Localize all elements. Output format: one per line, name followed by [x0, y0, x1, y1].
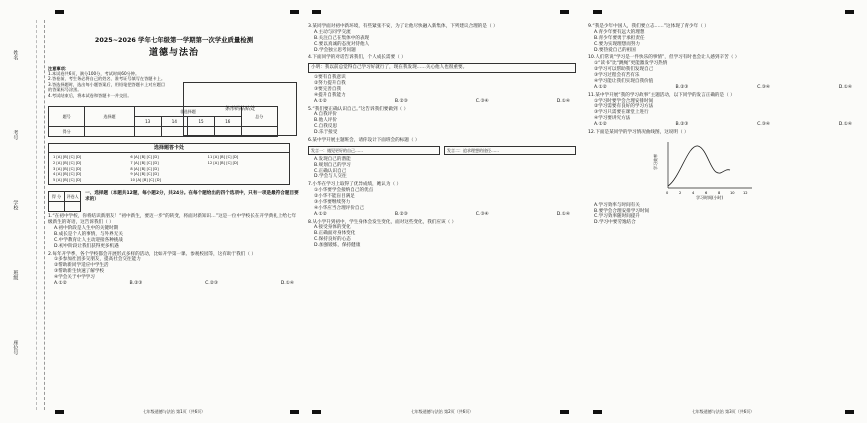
statement: ①小华要学会接纳自己的优点 [314, 188, 374, 194]
answer-bubble-row[interactable]: 12 [A] [B] [C] [D] [207, 160, 239, 165]
question-6: 6.某中学开展主题班会，请你设计下面班会的标题（ ） [308, 137, 420, 143]
question-4: 4.下面同学的对话告诉我们，个人成长需要（ ） [308, 55, 406, 61]
statement: ③要完善自我 [314, 86, 342, 92]
choice-row [308, 212, 576, 218]
cut-line [36, 20, 37, 410]
speech-box: 发言一：遇见更好的自己…… [308, 146, 440, 155]
answer-card [48, 143, 290, 185]
score-cell[interactable] [134, 126, 161, 136]
page-footer: 七年级道德与法治 第1页（共6页） [142, 408, 206, 414]
choice[interactable]: C.③④ [475, 211, 489, 217]
choice[interactable]: D.①④ [838, 122, 852, 127]
score-header: 总分 [241, 106, 277, 126]
notice-line: 2.答卷前，考生务必将自己的姓名、准考证号填写在答题卡上。 [48, 76, 166, 82]
answer-bubble-row[interactable]: 6 [A] [B] [C] [D] [130, 155, 159, 160]
choice[interactable]: D.①④ [556, 98, 570, 104]
option[interactable]: B.规划自己的学习 [314, 162, 351, 168]
x-tick: 8 [718, 190, 721, 195]
answer-bubble-row[interactable] [208, 178, 285, 183]
option[interactable]: D.加强锻炼，保持健康 [314, 243, 361, 249]
score-header: 非选择题 [134, 106, 241, 116]
statement: ④小华应当合理评价自己 [314, 205, 365, 211]
option[interactable]: C.保持良好的心态 [314, 237, 351, 243]
efficiency-curve [668, 146, 730, 186]
question-8: 8.从小学升到初中，学生身体会发生变化，面对这些变化，我们应该（ ） [308, 219, 457, 225]
choice[interactable]: D.①④ [556, 211, 570, 217]
option[interactable]: D.要热爱自己的祖国 [594, 47, 636, 53]
speech-box: 发言二：追求理想的途径…… [444, 146, 576, 155]
choice[interactable]: A.①② [314, 211, 327, 217]
choice[interactable]: A.①② [594, 84, 607, 90]
answer-bubble-row[interactable]: 7 [A] [B] [C] [D] [130, 160, 159, 165]
statement: ②帮助新同学适应中学生活 [54, 263, 109, 269]
answer-bubble-row[interactable]: 11 [A] [B] [C] [D] [207, 155, 239, 160]
choice[interactable]: D.①④ [838, 84, 852, 90]
statement: ④学习能让我们实现自我价值 [594, 78, 654, 84]
page-2 [308, 6, 576, 416]
grader-score-label: 得 分 [49, 192, 65, 202]
page-footer: 七年级道德与法治 第2页（共6页） [410, 408, 474, 414]
statement: ③学习过程会有苦有乐 [594, 73, 640, 78]
notice-title: 注意事项： [48, 65, 69, 71]
page-1 [48, 6, 300, 416]
option[interactable]: A.青少年要有远大的理想 [594, 29, 645, 35]
answer-bubble-row[interactable]: 8 [A] [B] [C] [D] [130, 166, 159, 171]
option[interactable]: B.要学会合理安排学习时间 [594, 208, 650, 214]
statement: ④学习要讲究方法 [594, 116, 631, 122]
grader-score-cell[interactable] [49, 202, 65, 212]
option[interactable]: A.发现自己的潜能 [314, 156, 351, 162]
choice[interactable]: C.③④ [757, 84, 770, 90]
question-9: 9.“我是少年中国人，我们要立志……”这体现了青少年（ ） [588, 24, 709, 29]
statement: ③帮助新生快速了解学校 [54, 269, 105, 275]
score-cell[interactable] [85, 126, 135, 136]
question-2: 2.每年开学季，各个学校都会开展形式多样的活动，比如开学第一课、参观校园等，这有助于我们（ ） [48, 251, 256, 257]
y-axis-label: 学习效率 [653, 153, 658, 170]
answer-card-title: 选择题答卡处 [49, 144, 289, 153]
option[interactable]: C.要以真诚的态度对待他人 [314, 41, 370, 47]
answer-bubble-row[interactable] [208, 172, 285, 177]
side-seat: 座位号 [12, 340, 19, 355]
statement: ④学会关于中学学习 [54, 275, 95, 281]
choice[interactable]: C.②③ [205, 280, 218, 286]
statement: ①要有自我意识 [314, 75, 346, 81]
question-11: 11.某中学开展“我的学习故事”主题活动，以下同学的发言正确的是（ ） [588, 92, 735, 98]
notice-block [48, 66, 166, 98]
x-tick: 2 [679, 190, 682, 195]
answer-bubble-row[interactable]: 2 [A] [B] [C] [D] [53, 160, 82, 165]
choice[interactable]: A.①② [594, 122, 607, 127]
x-tick: 12 [743, 190, 748, 195]
score-header: 选择题 [85, 106, 135, 126]
option[interactable]: D.初中阶段让我们获得更多机遇 [54, 243, 119, 249]
question-7: 7.小华在学习上取得了优异成绩，她认为（ ） [308, 182, 402, 188]
question-10: 10.人们常说“学习是一件快乐的事情”，但学习有时也会让人感到辛苦（ ） [588, 55, 740, 61]
statement: ①“读书”比“跳绳”更能激发学习热情 [594, 61, 668, 67]
statement: ①学习时要学会合理安排时间 [594, 98, 654, 104]
choice-row [588, 122, 858, 128]
question-1: 1.“在初中学校，你将结识新朋友！”初中新生，要迈一步“的转变，将面对新知识…”这是一位中学校长在开学典礼上给七年级新生的寄语，这告诉我们（ ） [48, 214, 297, 226]
subject-title: 道德与法治 [148, 48, 199, 59]
side-exam-id: 考号 [12, 130, 19, 140]
answer-bubble-row[interactable]: 4 [A] [B] [C] [D] [53, 172, 82, 177]
grader-label: 评卷人 [65, 192, 81, 202]
statement: ②努力提升自我 [314, 81, 346, 86]
answer-bubble-row[interactable]: 10 [A] [B] [C] [D] [130, 177, 161, 182]
answer-bubble-row[interactable]: 1 [A] [B] [C] [D] [53, 155, 82, 160]
option[interactable]: B.正确面对身体变化 [314, 231, 356, 237]
option[interactable]: A.学习效率与时间有关 [594, 202, 640, 208]
option[interactable]: C.自我反思 [314, 124, 338, 130]
dialogue-box: 小明：我以前总觉得自己学习好就行了，现在我发现……关心他人也很重要。 [308, 63, 576, 73]
statement: ②学习需要有良好的学习方法 [594, 104, 654, 110]
score-col: 14 [161, 116, 188, 126]
option[interactable]: D.乐于接受 [314, 130, 338, 135]
page-3 [588, 6, 858, 416]
choice-row [588, 85, 858, 91]
score-col: 16 [214, 116, 241, 126]
option[interactable]: A.接受身体的变化 [314, 225, 351, 231]
x-tick: 0 [666, 190, 669, 195]
question-12: 12.下面是某同学的学习情况曲线图，这说明（ ） [588, 129, 689, 135]
score-header: 题号 [49, 106, 85, 126]
answer-bubble-row[interactable] [208, 167, 285, 172]
choice-row [48, 281, 300, 287]
option[interactable]: D.学会独立思考问题 [314, 47, 356, 53]
side-class: 班级 [12, 270, 19, 280]
section-title: 一、选择题（本题共12题，每小题2分，共24分。在每个题给出的四个选项中，只有一项是最符合题目要求的） [85, 191, 299, 203]
option[interactable]: C.正确认识自己 [314, 168, 347, 174]
choice[interactable]: B.②③ [675, 84, 689, 90]
choice[interactable]: C.③④ [475, 98, 489, 104]
question-5: 5.“我们要正确认识自己。”这告诉我们要做到（ ） [308, 106, 409, 112]
option[interactable]: B.青少年要勇于承担责任 [594, 35, 645, 41]
binding-strip [2, 20, 45, 410]
option[interactable]: C.学习效率随时间提升 [594, 214, 641, 220]
section-header [48, 191, 300, 212]
notice-line: 1.本试卷共6页，满分100分，考试时间60分钟。 [48, 71, 140, 77]
choice[interactable]: B.②③ [394, 98, 408, 104]
score-col: 15 [188, 116, 215, 126]
option[interactable]: A.主动与同学交流 [314, 29, 351, 35]
option[interactable]: A.初中阶段是人生中的关键时期 [54, 226, 119, 232]
x-axis-label: 学习时间(小时) [696, 194, 724, 200]
answer-bubble-row[interactable]: 9 [A] [B] [C] [D] [130, 172, 159, 177]
side-name: 姓名 [12, 50, 19, 60]
answer-bubble-row[interactable]: 5 [A] [B] [C] [D] [53, 177, 82, 182]
score-row-label: 得分 [49, 126, 85, 136]
choice[interactable]: C.③④ [757, 122, 770, 127]
choice[interactable]: B.②③ [675, 122, 689, 127]
notice-line: 3.答选择题时，选出每小题答案后，用铅笔把答题卡上对应题目的答案标号涂黑。 [48, 81, 166, 93]
statement: ②小华不能盲目满足 [314, 194, 355, 200]
page-footer: 七年级道德与法治 第3页（共6页） [691, 408, 755, 414]
choice[interactable]: B.②③ [129, 280, 143, 286]
statement: ①多参加社团多交朋友，提高社会交往能力 [54, 257, 141, 263]
statement: ④提升自我能力 [314, 92, 346, 98]
score-col: 13 [134, 116, 161, 126]
x-tick: 6 [705, 190, 708, 195]
option[interactable]: B.关注自己在集体中的表现 [314, 35, 370, 41]
option[interactable]: C.要为实现理想而努力 [594, 41, 641, 47]
choice[interactable]: A.①② [314, 98, 327, 104]
choice[interactable]: A.①② [54, 280, 67, 286]
x-tick: 10 [730, 190, 735, 195]
choice[interactable]: D.①④ [280, 280, 294, 286]
option[interactable]: B.成长是个人的事情，与外界无关 [54, 231, 123, 237]
grader-table [48, 191, 81, 212]
option[interactable]: A.自我评价 [314, 112, 337, 118]
choice-row [308, 99, 576, 105]
answer-grid [49, 153, 289, 184]
notice-line: 4.考试结束后，将本试卷和答题卡一并交回。 [48, 92, 132, 98]
option[interactable]: B.他人评价 [314, 118, 337, 124]
statement: ③小华要继续努力 [314, 199, 351, 205]
statement: ②学习可以帮助我们发现自己 [594, 67, 654, 73]
grader-cell[interactable] [65, 202, 81, 212]
question-3: 3.某同学面对初中新环境，有些紧张不安，为了让他尽快融入新集体，下列建议合理的是（ ） [308, 24, 498, 29]
option[interactable]: D.学习中要劳逸结合 [594, 220, 636, 226]
x-tick: 4 [692, 190, 695, 195]
side-school: 学校 [12, 200, 19, 210]
option[interactable]: D.学会与人交往 [314, 174, 347, 180]
exam-title: 2025~2026 学年七年级第一学期第一次学业质量检测 [94, 36, 254, 44]
answer-bubble-row[interactable]: 3 [A] [B] [C] [D] [53, 166, 82, 171]
learning-curve-chart [648, 138, 758, 200]
option[interactable]: C.中学教育让人主动迎接各种挑战 [54, 237, 123, 243]
barcode-area: 条形码粘贴处 [183, 82, 297, 136]
choice[interactable]: B.②③ [394, 211, 408, 217]
statement: ③学习只需要在课堂上进行 [594, 110, 649, 116]
speech-boxes [308, 146, 576, 155]
